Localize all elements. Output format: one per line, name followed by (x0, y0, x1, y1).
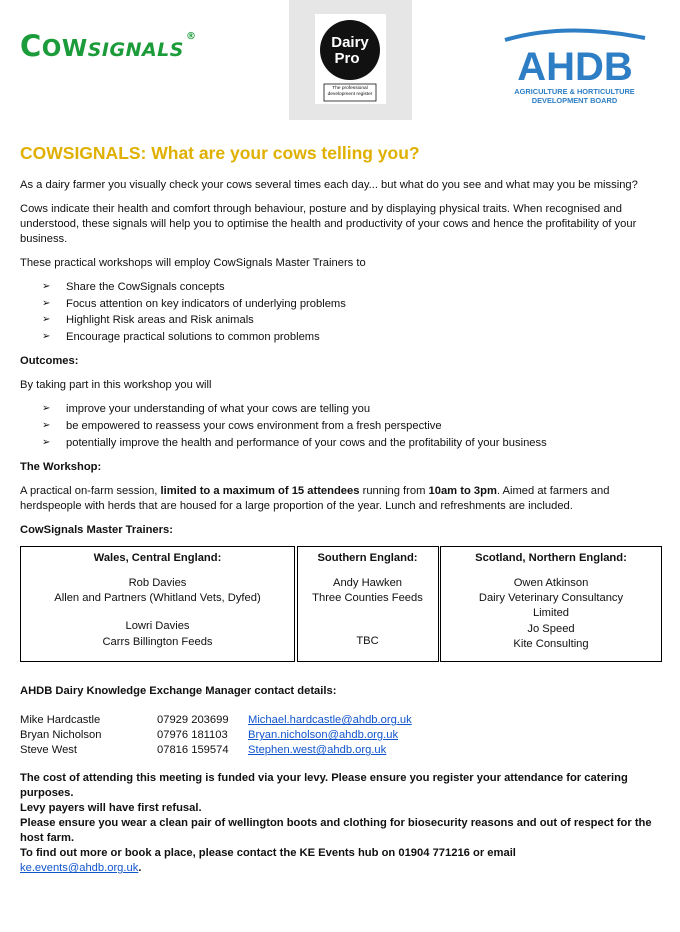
contact-row (20, 713, 662, 728)
footer-notes (20, 771, 662, 877)
cowsignals-logo-signals: SIGNALS (87, 39, 184, 61)
trainer-aims-list (20, 280, 662, 345)
contact-email-link[interactable]: Bryan.nicholson@ahdb.org.uk (248, 729, 399, 742)
contact-phone: 07976 181103 (157, 729, 228, 742)
arrow-bullet-icon: ➢ (42, 331, 51, 342)
registered-mark: ® (185, 31, 197, 43)
arrow-bullet-icon: ➢ (42, 297, 51, 309)
trainer-organisation: Allen and Partners (Whitland Vets, Dyfed) (54, 592, 261, 605)
trainer-name: Rob Davies (128, 577, 187, 590)
list-item-text: potentially improve the health and performance of your cows and the profitability of your business (66, 436, 547, 449)
trainer-region-header: Wales, Central England: (93, 552, 222, 565)
list-item-text: be empowered to reassess your cows environment from a fresh perspective (66, 419, 442, 432)
trainer-box-scotland (440, 546, 662, 662)
arrow-bullet-icon: ➢ (42, 314, 51, 326)
dairypro-line1: Dairy (331, 34, 369, 51)
arrow-bullet-icon: ➢ (42, 419, 51, 431)
trainer-box-southern (297, 546, 439, 662)
document-body (20, 142, 662, 876)
trainer-name: Jo Speed (527, 622, 575, 635)
list-item (42, 297, 662, 312)
outcomes-intro: By taking part in this workshop you will (20, 379, 212, 392)
ahdb-subtitle (502, 88, 647, 105)
list-item-text: Encourage practical solutions to common problems (66, 331, 320, 343)
workshop-text-2: running from (359, 484, 429, 497)
trainers-heading: CowSignals Master Trainers: (20, 523, 173, 536)
contact-heading: AHDB Dairy Knowledge Exchange Manager contact details: (20, 685, 337, 698)
contact-row (20, 728, 662, 743)
trainer-name: Lowri Davies (125, 620, 190, 633)
contact-row (20, 743, 662, 758)
workshop-paragraph (20, 484, 662, 514)
page-title: COWSIGNALS: What are your cows telling you? (20, 143, 420, 163)
trainer-organisation: Limited (532, 607, 570, 620)
dairypro-badge-icon (289, 0, 412, 120)
ahdb-subtitle-line1: AGRICULTURE & HORTICULTURE (514, 87, 635, 96)
list-item (42, 280, 662, 295)
list-item-text: Highlight Risk areas and Risk animals (66, 314, 254, 327)
footer-levy-note: The cost of attending this meeting is funded via your levy. Please ensure you register your attendance for catering purposes. (20, 771, 628, 799)
footer-refusal-note: Levy payers will have first refusal. (20, 801, 202, 814)
logo-bar (0, 0, 680, 120)
intro-paragraph-1: As a dairy farmer you visually check your cows several times each day... but what do you see and what may you be missing? (20, 178, 638, 191)
contact-name: Mike Hardcastle (20, 714, 101, 727)
outcomes-heading: Outcomes: (20, 355, 79, 368)
intro-paragraph-3: These practical workshops will employ CowSignals Master Trainers to (20, 257, 366, 270)
arrow-bullet-icon: ➢ (42, 403, 51, 415)
workshop-heading: The Workshop: (20, 460, 102, 473)
trainer-organisation: Kite Consulting (513, 637, 589, 650)
trainer-organisation: Dairy Veterinary Consultancy (478, 592, 624, 605)
trainer-name: Owen Atkinson (513, 577, 589, 590)
footer-end-punctuation: . (138, 862, 142, 875)
trainer-region-header: Southern England: (317, 552, 418, 565)
list-item (42, 419, 662, 434)
list-item-text: Focus attention on key indicators of underlying problems (66, 297, 346, 310)
events-email-link[interactable]: ke.events@ahdb.org.uk (20, 862, 139, 875)
list-item (42, 313, 662, 328)
dairypro-line2: Pro (334, 50, 360, 67)
contact-email-link[interactable]: Stephen.west@ahdb.org.uk (248, 744, 387, 757)
footer-booking-note (20, 846, 662, 876)
ahdb-swoosh-icon (495, 26, 655, 88)
workshop-text-1: A practical on-farm session, (20, 484, 161, 497)
cowsignals-logo-ow: OW (41, 36, 88, 62)
intro-paragraph-2: Cows indicate their health and comfort through behaviour, posture and by displaying physical traits. When recognised and understood, these signals will help you to optimise the health and productivity of your cows and hence the profitability of your business. (20, 202, 637, 245)
list-item (42, 330, 662, 345)
contact-name: Bryan Nicholson (20, 729, 102, 742)
cowsignals-logo-c: C (20, 29, 42, 63)
list-item-text: Share the CowSignals concepts (66, 281, 225, 294)
arrow-bullet-icon: ➢ (42, 281, 51, 293)
contact-email-link[interactable]: Michael.hardcastle@ahdb.org.uk (248, 714, 412, 727)
contact-phone: 07816 159574 (157, 744, 229, 757)
arrow-bullet-icon: ➢ (42, 436, 51, 448)
ahdb-name: AHDB (517, 45, 633, 88)
cowsignals-logo (20, 27, 196, 66)
trainer-region-header: Scotland, Northern England: (475, 552, 627, 565)
list-item (42, 436, 662, 451)
footer-biosecurity-note: Please ensure you wear a clean pair of wellington boots and clothing for biosecurity reasons and out of respect for the host farm. (20, 816, 652, 844)
trainer-box-wales (20, 546, 295, 662)
dairypro-caption: The professional development register (327, 86, 373, 97)
outcomes-list (20, 402, 662, 450)
workshop-attendee-limit: limited to a maximum of 15 attendees (160, 484, 360, 497)
trainer-organisation: Carrs Billington Feeds (102, 635, 213, 648)
contact-name: Steve West (20, 744, 77, 757)
ahdb-subtitle-line2: DEVELOPMENT BOARD (531, 95, 618, 105)
footer-booking-text: To find out more or book a place, please contact the KE Events hub on 01904 771216 or email (20, 847, 516, 860)
contact-list (20, 713, 662, 758)
dairypro-logo (289, 0, 412, 120)
trainer-name: TBC (356, 635, 379, 648)
workshop-time: 10am to 3pm (428, 484, 497, 497)
contact-phone: 07929 203699 (157, 714, 229, 727)
list-item (42, 402, 662, 417)
trainer-name: Andy Hawken (332, 577, 403, 590)
trainer-organisation: Three Counties Feeds (312, 592, 423, 605)
workshop-text-3: . Aimed at farmers and herdspeople with herds that are housed for a large proportion of the year. Lunch and refreshments are included. (20, 484, 610, 512)
trainers-table (20, 546, 662, 662)
list-item-text: improve your understanding of what your cows are telling you (66, 403, 371, 416)
